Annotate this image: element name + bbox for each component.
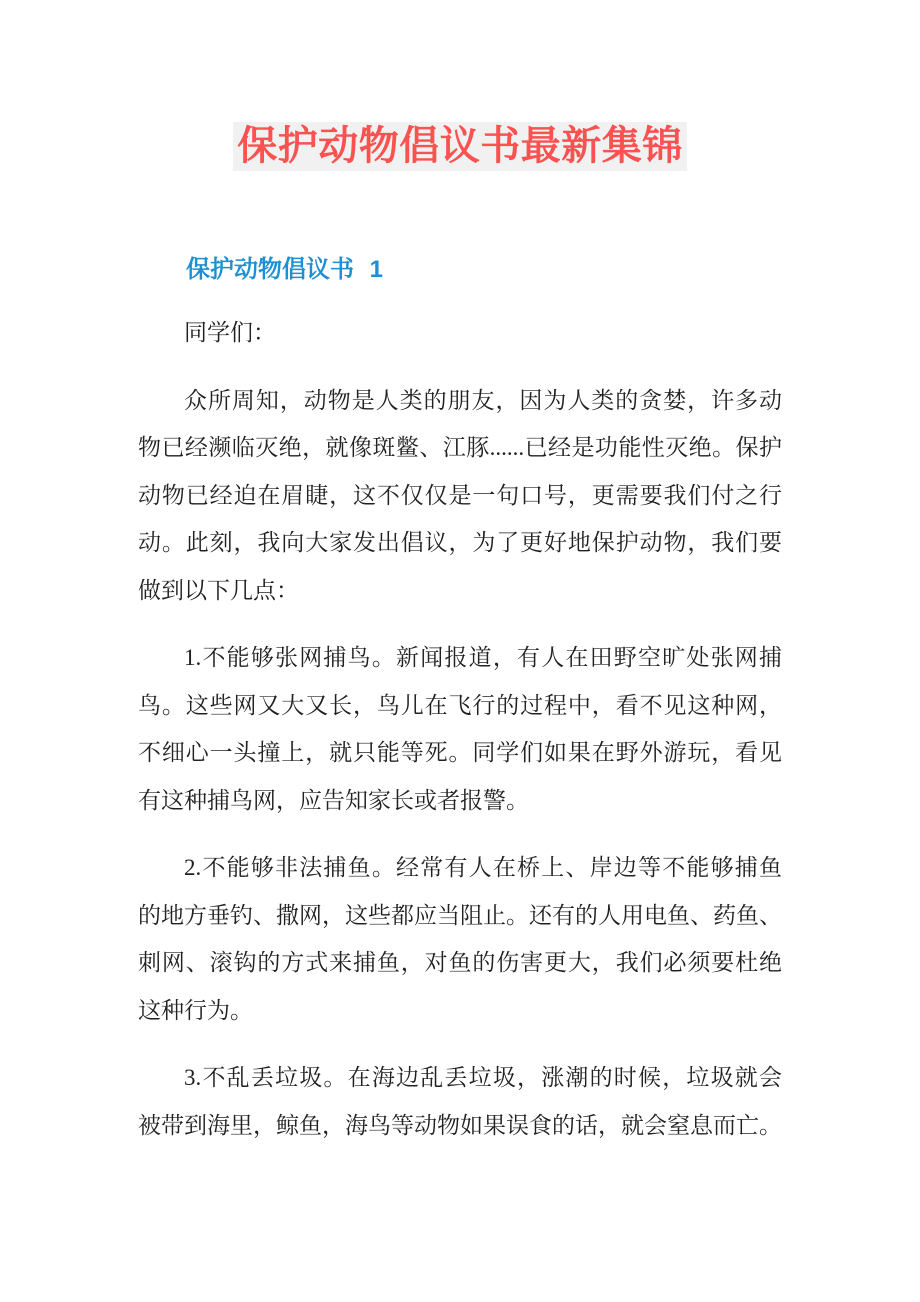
title-block (138, 122, 782, 171)
text-line: 有这种捕鸟网，应告知家长或者报警。 (138, 787, 529, 813)
section-heading-number: 1 (369, 256, 384, 283)
text-line: 被带到海里，鲸鱼，海鸟等动物如果误食的话，就会窒息而亡。 (138, 1112, 782, 1138)
paragraph (138, 634, 782, 824)
section-heading (138, 255, 782, 285)
text-line: 众所周知，动物是人类的朋友，因为人类的贪婪，许多动 (184, 387, 782, 413)
text-line: 1.不能够张网捕鸟。新闻报道，有人在田野空旷处张网捕 (184, 645, 782, 670)
paragraph (138, 844, 782, 1034)
text-line: 物已经濒临灭绝，就像斑鳖、江豚......已经是功能性灭绝。保护 (138, 435, 782, 460)
text-line: 鸟。这些网又大又长，鸟儿在飞行的过程中，看不见这种网， (138, 692, 782, 718)
document-title: 保护动物倡议书最新集锦 (233, 122, 687, 171)
text-line: 3.不乱丢垃圾。在海边乱丢垃圾，涨潮的时候，垃圾就会 (184, 1065, 782, 1090)
text-line: 这种行为。 (138, 997, 253, 1023)
paragraph (138, 377, 782, 615)
text-line: 的地方垂钓、撒网，这些都应当阻止。还有的人用电鱼、药鱼、 (138, 902, 782, 928)
text-line: 同学们： (184, 320, 276, 345)
text-line: 不细心一头撞上，就只能等死。同学们如果在野外游玩，看见 (138, 740, 782, 765)
paragraph (138, 1054, 782, 1149)
text-line: 做到以下几点： (138, 577, 299, 603)
text-line: 刺网、滚钩的方式来捕鱼，对鱼的伤害更大，我们必须要杜绝 (138, 950, 782, 975)
text-line: 动。此刻，我向大家发出倡议，为了更好地保护动物，我们要 (138, 530, 782, 555)
text-line: 动物已经迫在眉睫，这不仅仅是一句口号，更需要我们付之行 (138, 482, 782, 508)
section-heading-label: 保护动物倡议书 (186, 256, 354, 283)
paragraph (138, 309, 782, 357)
document-body (138, 309, 782, 1149)
text-line: 2.不能够非法捕鱼。经常有人在桥上、岸边等不能够捕鱼 (184, 855, 782, 880)
